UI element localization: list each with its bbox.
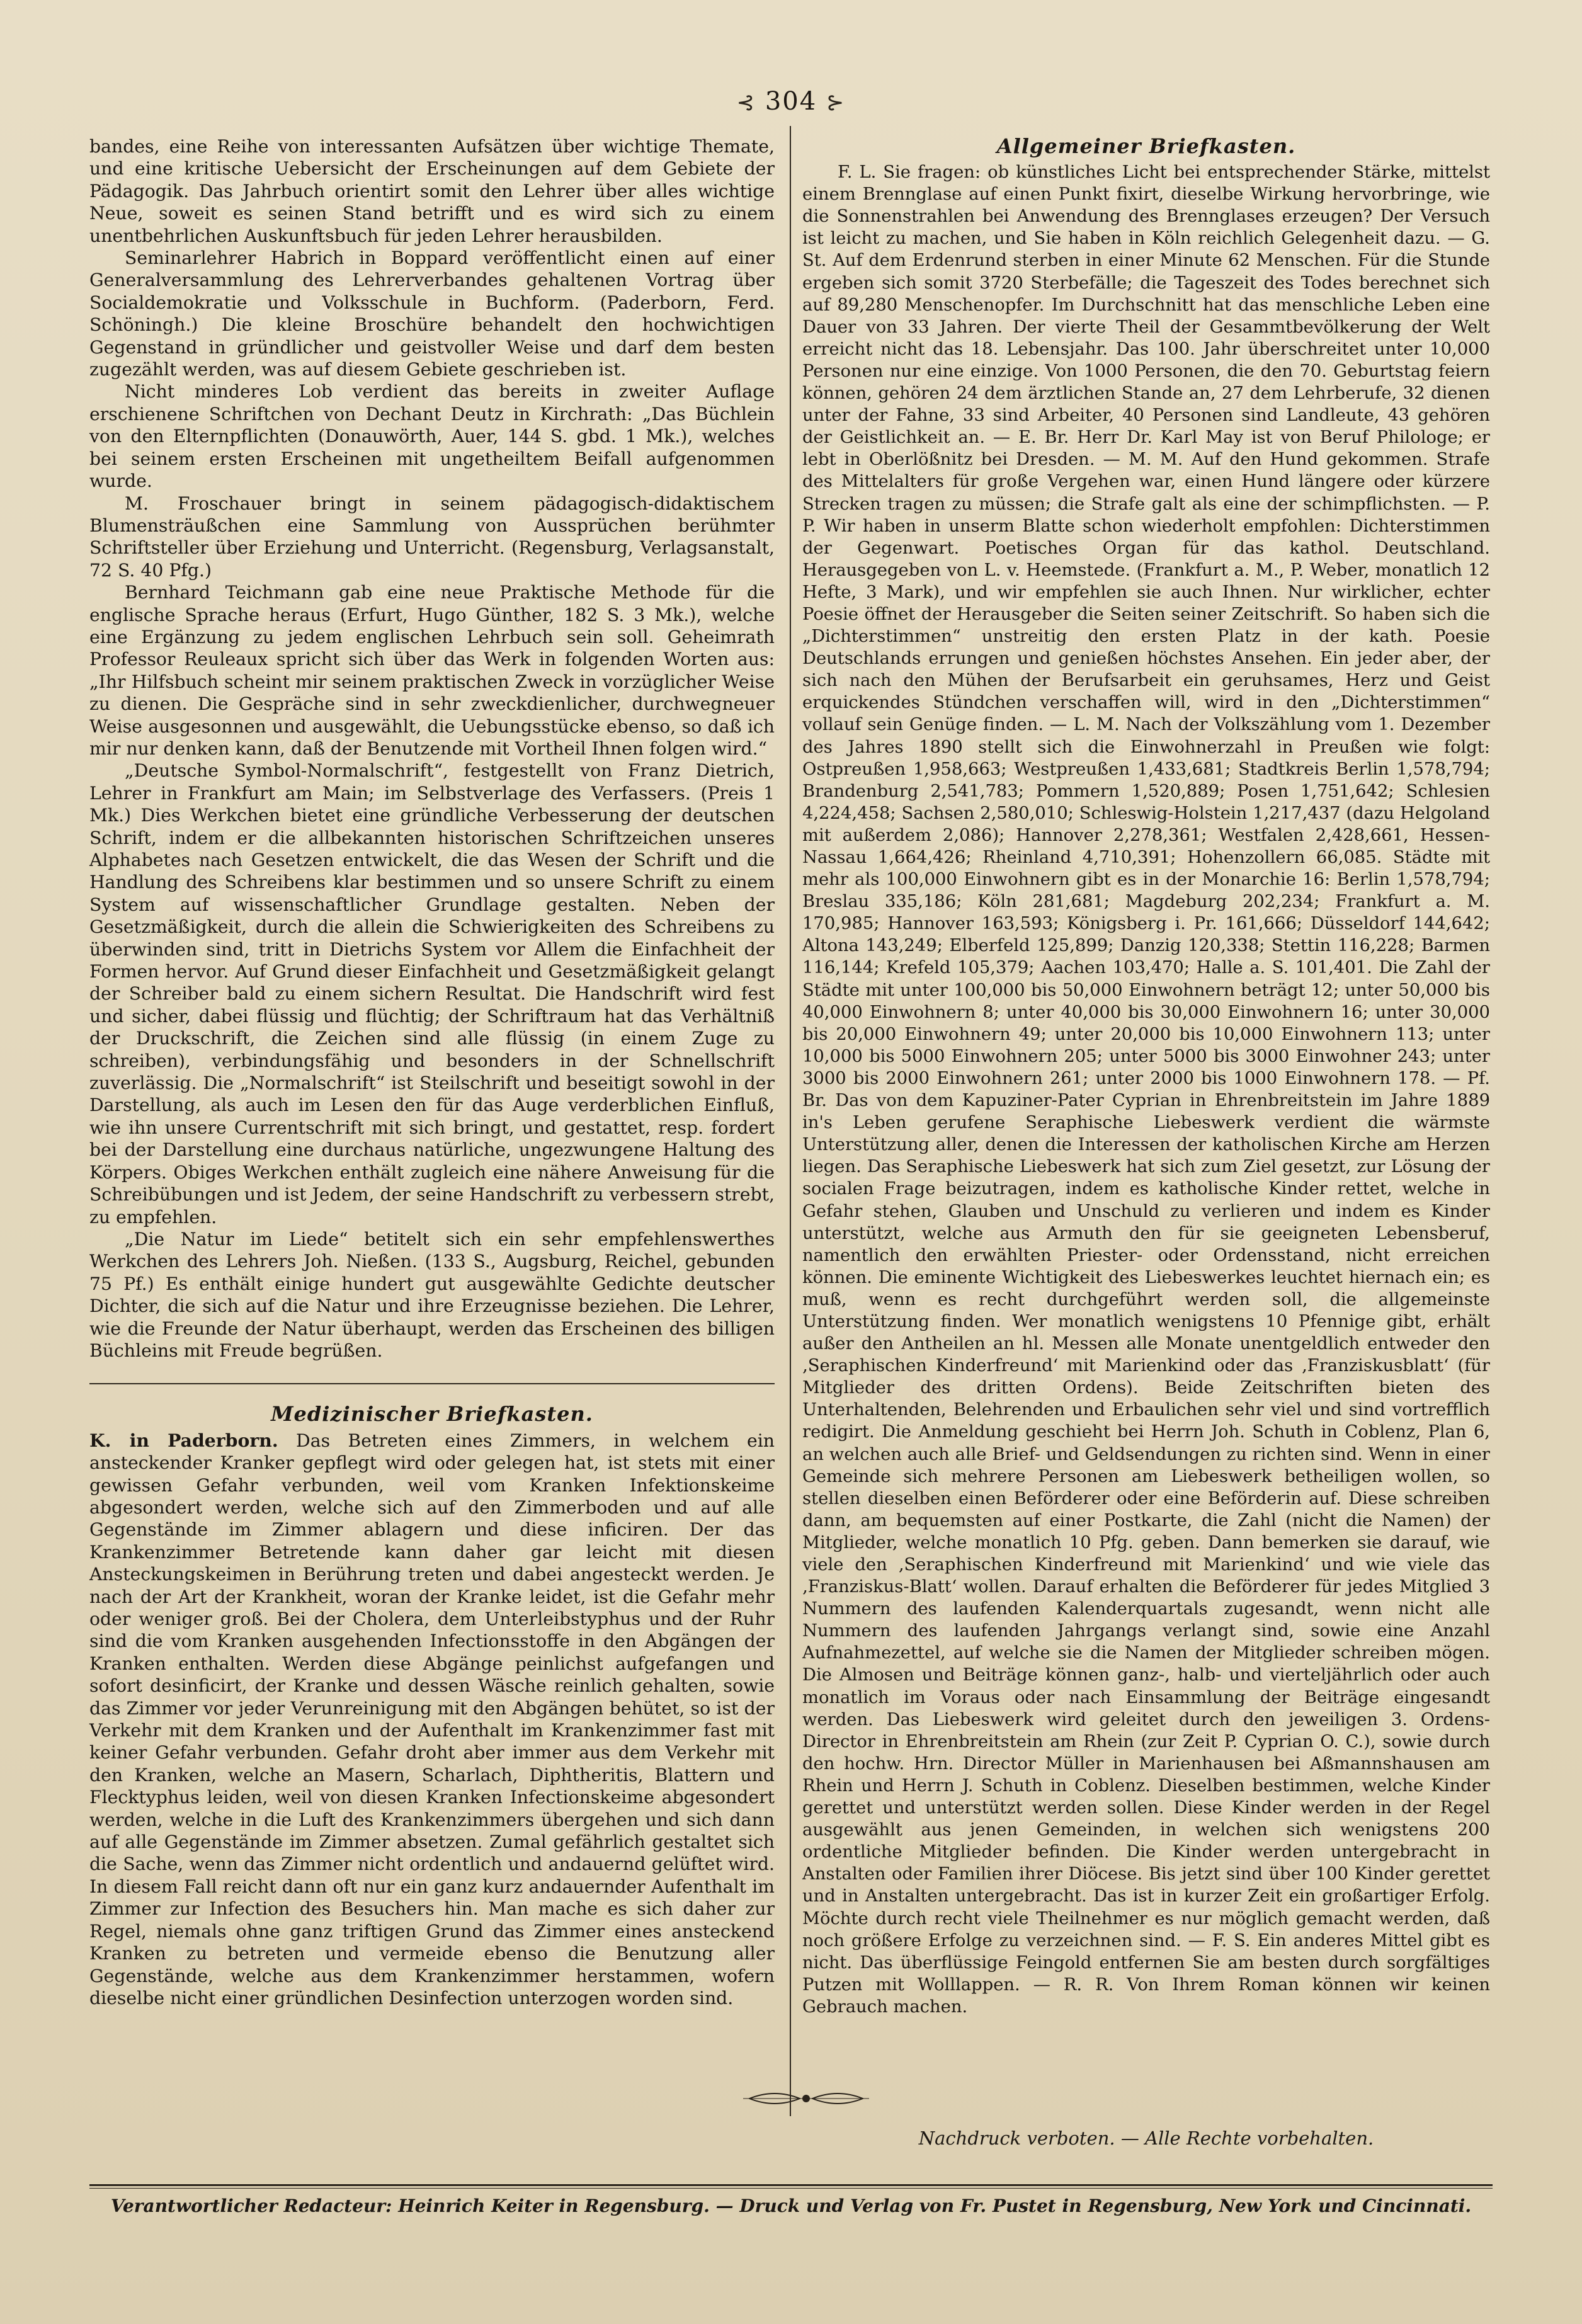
section-divider [89,1383,775,1384]
medical-section-title: Medizinischer Briefkasten. [271,1402,593,1427]
general-section-title: Allgemeiner Briefkasten. [996,134,1296,158]
flourish-ornament-icon [743,2086,869,2111]
right-column [802,135,1490,2018]
footer-rule-thin [89,2188,1493,2189]
left-column [89,135,775,2009]
left-paragraph-7: „Die Natur im Liede“ betitelt sich ein sehr empfehlenswerthes Werkchen des Lehrers Joh. Nießen. (133 S., Augsburg, Reichel, gebunden 75 Pf.) Es enthält einige hundert gut ausgewählte Gedichte deutscher Dichter, die sich auf die Natur und ihre Erzeugnisse beziehen. Die Lehrer, wie die Freunde der Natur überhaupt, werden das Erscheinen des billigen Büchleins mit Freude begrüßen. [89,1228,775,1361]
page-number-value: 304 [765,87,817,116]
copyright-notice: Nachdruck verboten. — Alle Rechte vorbehalten. [918,2127,1374,2149]
footer-rule-thick [89,2184,1493,2186]
left-paragraph-4: M. Froschauer bringt in seinem pädagogisch-didaktischem Blumensträußchen eine Sammlung von Aussprüchen berühmter Schriftsteller über Erziehung und Unterricht. (Regensburg, Verlagsanstalt, 72 S. 40 Pfg.) [89,493,775,581]
medical-addressee: K. in Paderborn. [89,1429,278,1451]
left-paragraph-1: bandes, eine Reihe von interessanten Aufsätzen über wichtige Themate, und eine kritische Uebersicht der Erscheinungen auf dem Gebiete der Pädagogik. Das Jahrbuch orientirt somit den Lehrer über alles wichtige Neue, soweit es seinen Stand betrifft und es wird sich zu einem unentbehrlichen Auskunftsbuch für jeden Lehrer herausbilden. [89,136,775,246]
general-letterbox-text: F. L. Sie fragen: ob künstliches Licht bei entsprechender Stärke, mittelst einem Brennglase auf einen Punkt fixirt, dieselbe Wirkung hervorbringe, wie die Sonnenstrahlen bei Anwendung des Brennglases erzeugen? Der Versuch ist leicht zu machen, und Sie haben in Köln reichlich Gelegenheit dazu. — G. St. Auf dem Erdenrund sterben in einer Minute 62 Menschen. Für die Stunde ergeben sich somit 3720 Sterbefälle; die Tageszeit des Todes berechnet sich auf 89,280 Menschenopfer. Im Durchschnitt hat das menschliche Leben eine Dauer von 33 Jahren. Der vierte Theil der Gesammtbevölkerung der Welt erreicht nicht das 18. Lebensjahr. Das 100. Jahr überschreitet unter 10,000 Personen nur eine einzige. Von 1000 Personen, die den 70. Geburtstag feiern können, gehören 24 dem ärztlichen Stande an, 27 dem Lehrberufe, 32 dienen unter der Fahne, 33 sind Arbeiter, 40 Personen sind Landleute, 43 gehören der Geistlichkeit an. — E. Br. Herr Dr. Karl May ist von Beruf Philologe; er lebt in Oberlößnitz bei Dresden. — M. M. Auf den Hund gekommen. Strafe des Mittelalters für große Vergehen war, einen Hund längere oder kürzere Strecken tragen zu müssen; die Strafe galt als eine der schimpflichsten. — P. P. Wir haben in unserm Blatte schon wiederholt empfohlen: Dichterstimmen der Gegenwart. Poetisches Organ für das kathol. Deutschland. Herausgegeben von L. v. Heemstede. (Frankfurt a. M., P. Weber, monatlich 12 Hefte, 3 Mark), und wir empfehlen sie auch Ihnen. Nur wirklicher, echter Poesie öffnet der Herausgeber die Seiten seiner Zeitschrift. So haben sich die „Dichterstimmen“ unstreitig den ersten Platz in der kath. Poesie Deutschlands errungen und genießen höchstes Ansehen. Ein jeder aber, der sich nach den Mühen der Berufsarbeit ein geruhsames, Herz und Geist erquickendes Stündchen verschaffen will, wird in den „Dichterstimmen“ vollauf sein Genüge finden. — L. M. Nach der Volkszählung vom 1. Dezember des Jahres 1890 stellt sich die Einwohnerzahl in Preußen wie folgt: Ostpreußen 1,958,663; Westpreußen 1,433,681; Stadtkreis Berlin 1,578,794; Brandenburg 2,541,783; Pommern 1,520,889; Posen 1,751,642; Schlesien 4,224,458; Sachsen 2,580,010; Schleswig-Holstein 1,217,437 (dazu Helgoland mit außerdem 2,086); Hannover 2,278,361; Westfalen 2,428,661, Hessen-Nassau 1,664,426; Rheinland 4,710,391; Hohenzollern 66,085. Städte mit mehr als 100,000 Einwohnern gibt es in der Monarchie 16: Berlin 1,578,794; Breslau 335,186; Köln 281,681; Magdeburg 202,234; Frankfurt a. M. 170,985; Hannover 163,593; Königsberg i. Pr. 161,666; Düsseldorf 144,642; Altona 143,249; Elberfeld 125,899; Danzig 120,338; Stettin 116,228; Barmen 116,144; Krefeld 105,379; Aachen 103,470; Halle a. S. 101,401. Die Zahl der Städte mit unter 100,000 bis 50,000 Einwohnern beträgt 12; unter 50,000 bis 40,000 Einwohnern 8; unter 40,000 bis 30,000 Einwohnern 16; unter 30,000 bis 20,000 Einwohnern 49; unter 20,000 bis 10,000 Einwohnern 113; unter 10,000 bis 5000 Einwohnern 205; unter 5000 bis 3000 Einwohner 243; unter 3000 bis 2000 Einwohnern 261; unter 2000 bis 1000 Einwohnern 178. — Pf. Br. Das von dem Kapuziner-Pater Cyprian in Ehrenbreitstein im Jahre 1889 in's Leben gerufene Seraphische Liebeswerk verdient die wärmste Unterstützung aller, denen die Interessen der katholischen Kirche am Herzen liegen. Das Seraphische Liebeswerk hat sich zum Ziel gesetzt, zur Lösung der socialen Frage beizutragen, indem es katholische Kinder rettet, welche in Gefahr stehen, Glauben und Unschuld zu verlieren und indem es Kinder unterstützt, welche aus Armuth den für sie geeigneten Lebensberuf, namentlich den erwählten Priester- oder Ordensstand, nicht erreichen können. Die eminente Wichtigkeit des Liebeswerkes leuchtet hiernach ein; es muß, wenn es recht durchgeführt werden soll, die allgemeinste Unterstützung finden. Wer monatlich wenigstens 10 Pfennige gibt, erhält außer den Antheilen an hl. Messen alle Monate unentgeldlich entweder den ‚Seraphischen Kinderfreund‘ mit Marienkind oder das ‚Franziskusblatt‘ (für Mitglieder des dritten Ordens). Beide Zeitschriften bieten des Unterhaltenden, Belehrenden und Erbaulichen sehr viel und sind vortrefflich redigirt. Die Anmeldung geschieht bei Herrn Joh. Schuth in Coblenz, Plan 6, an welchen auch alle Brief- und Geldsendungen zu richten sind. Wenn in einer Gemeinde sich mehrere Personen am Liebeswerk betheiligen wollen, so stellen dieselben einen Beförderer oder eine Beförderin auf. Diese schreiben dann, am bequemsten auf einer Postkarte, die Zahl (nicht die Namen) der Mitglieder, welche monatlich 10 Pfg. geben. Dann bemerken sie darauf, wie viele den ‚Seraphischen Kinderfreund mit Marienkind‘ und wie viele das ‚Franziskus-Blatt‘ wollen. Darauf erhalten die Beförderer für jedes Mitglied 3 Nummern des laufenden Kalenderquartals zugesandt, wenn nicht alle Nummern des laufenden Jahrgangs verlangt sind, sowie eine Anzahl Aufnahmezettel, auf welche sie die Namen der Mitglieder schreiben mögen. Die Almosen und Beiträge können ganz-, halb- und vierteljährlich oder auch monatlich im Voraus oder nach Einsammlung der Beiträge eingesandt werden. Das Liebeswerk wird geleitet durch den jeweiligen 3. Ordens-Director in Ehrenbreitstein am Rhein (zur Zeit P. Cyprian O. C.), sowie durch den hochw. Hrn. Director Müller in Marienhausen bei Aßmannshausen am Rhein und Herrn J. Schuth in Coblenz. Dieselben bestimmen, welche Kinder gerettet und unterstützt werden sollen. Diese Kinder werden in der Regel ausgewählt aus jenen Gemeinden, in welchen sich wenigstens 200 ordentliche Mitglieder befinden. Die Kinder werden untergebracht in Anstalten oder Familien ihrer Diöcese. Bis jetzt sind über 100 Kinder gerettet und in Anstalten untergebracht. Das ist in kurzer Zeit ein großartiger Erfolg. Möchte durch recht viele Theilnehmer es nur möglich gemacht werden, daß noch größere Erfolge zu verzeichnen sind. — F. S. Ein anderes Mittel gibt es nicht. Das überflüssige Feingold entfernen Sie am besten durch sorgfältiges Putzen mit Wolllappen. — R. R. Von Ihrem Roman können wir keinen Gebrauch machen. [802,162,1490,2017]
left-paragraph-2: Seminarlehrer Habrich in Boppard veröffentlicht einen auf einer Generalversammlung des Lehrerverbandes gehaltenen Vortrag über Socialdemokratie und Volksschule in Buchform. (Paderborn, Ferd. Schöningh.) Die kleine Broschüre behandelt den hochwichtigen Gegenstand in gründlicher und geistvoller Weise und darf dem besten zugezählt werden, was auf diesem Gebiete geschrieben ist. [89,248,775,380]
column-divider [790,126,791,2116]
imprint-footer: Verantwortlicher Redacteur: Heinrich Keiter in Regensburg. — Druck und Verlag von Fr. Pustet in Regensburg, New York und Cincinnati. [110,2196,1472,2216]
ornament-left-icon: ⊰ [736,90,756,115]
left-paragraph-6: „Deutsche Symbol-Normalschrift“, festgestellt von Franz Dietrich, Lehrer in Frankfurt am Main; im Selbstverlage des Verfassers. (Preis 1 Mk.) Dies Werkchen bietet eine gründliche Verbesserung der deutschen Schrift, indem er die allbekannten historischen Schriftzeichen unseres Alphabetes nach Gesetzen entwickelt, die das Wesen der Schrift und die Handlung des Schreibens klar bestimmen und so unsere Schrift zu einem System auf wissenschaftlicher Grundlage gestalten. Neben der Gesetzmäßigkeit, durch die allein die Schwierigkeiten des Schreibens zu überwinden sind, tritt in Dietrichs System vor Allem die Einfachheit der Formen hervor. Auf Grund dieser Einfachheit und Gesetzmäßigkeit gelangt der Schreiber bald zu einem sichern Resultat. Die Handschrift wird fest und sicher, dabei flüssig und flüchtig; der Schriftraum hat das Verhältniß der Druckschrift, die Zeichen sind alle flüssig (in einem Zuge zu schreiben), verbindungsfähig und besonders in der Schnellschrift zuverlässig. Die „Normalschrift“ ist Steilschrift und beseitigt sowohl in der Darstellung, als auch im Lesen den für das Auge verderblichen Einfluß, wie ihn unsere Currentschrift mit sich bringt, und gestattet, resp. fordert bei der Darstellung eine durchaus natürliche, ungezwungene Haltung des Körpers. Obiges Werkchen enthält zugleich eine nähere Anweisung für die Schreibübungen und ist Jedem, der seine Handschrift zu verbessern strebt, zu empfehlen. [89,760,775,1228]
left-paragraph-3: Nicht minderes Lob verdient das bereits in zweiter Auflage erschienene Schriftchen von Dechant Deutz in Kirchrath: „Das Büchlein von den Elternpflichten (Donauwörth, Auer, 144 S. gbd. 1 Mk.), welches bei seinem ersten Erscheinen mit ungetheiltem Beifall aufgenommen wurde. [89,381,775,492]
medical-answer-text: Das Betreten eines Zimmers, in welchem ein ansteckender Kranker gepflegt wird oder gelegen hat, ist stets mit einer gewissen Gefahr verbunden, weil vom Kranken Infektionskeime abgesondert werden, welche sich auf den Zimmerboden und auf alle Gegenstände im Zimmer ablagern und diese inficiren. Der das Krankenzimmer Betretende kann daher gar leicht mit diesen Ansteckungskeimen in Berührung treten und dabei angesteckt werden. Je nach der Art der Krankheit, woran der Kranke leidet, ist die Gefahr mehr oder weniger groß. Bei der Cholera, dem Unterleibstyphus und der Ruhr sind die vom Kranken ausgehenden Infectionsstoffe in den Abgängen der Kranken enthalten. Werden diese Abgänge peinlichst aufgefangen und sofort desinficirt, der Kranke und dessen Wäsche reinlich gehalten, sowie das Zimmer vor jeder Verunreinigung mit den Abgängen behütet, so ist der Verkehr mit dem Kranken und der Aufenthalt im Krankenzimmer fast mit keiner Gefahr verbunden. Gefahr droht aber immer aus dem Verkehr mit den Kranken, welche an Masern, Scharlach, Diphtheritis, Blattern und Flecktyphus leiden, weil von diesen Kranken Infectionskeime abgesondert werden, welche in die Luft des Krankenzimmers übergehen und sich dann auf alle Gegenstände im Zimmer absetzen. Zumal gefährlich gestaltet sich die Sache, wenn das Zimmer nicht ordentlich und andauernd gelüftet wird. In diesem Fall reicht dann oft nur ein ganz kurz andauernder Aufenthalt im Zimmer zur Infection des Besuchers hin. Man mache es sich daher zur Regel, niemals ohne ganz triftigen Grund das Zimmer eines ansteckend Kranken zu betreten und vermeide ebenso die Benutzung aller Gegenstände, welche aus dem Krankenzimmer herstammen, wofern dieselbe nicht einer gründlichen Desinfection unterzogen worden sind. [89,1430,775,2008]
page-number [0,87,1582,116]
left-paragraph-5: Bernhard Teichmann gab eine neue Praktische Methode für die englische Sprache heraus (Erfurt, Hugo Günther, 182 S. 3 Mk.), welche eine Ergänzung zu jedem englischen Lehrbuch sein soll. Geheimrath Professor Reuleaux spricht sich über das Werk in folgenden Worten aus: „Ihr Hilfsbuch scheint mir seinem praktischen Zweck in vorzüglicher Weise zu dienen. Die Gespräche sind in sehr zweckdienlicher, durchwegneuer Weise ausgesonnen und ausgewählt, die Uebungsstücke ebenso, so daß ich mir nur denken kann, daß der Benutzende mit Vortheil Ihnen folgen wird.“ [89,582,775,759]
ornament-right-icon: ⊱ [826,90,846,115]
medical-answer [89,1430,775,2010]
